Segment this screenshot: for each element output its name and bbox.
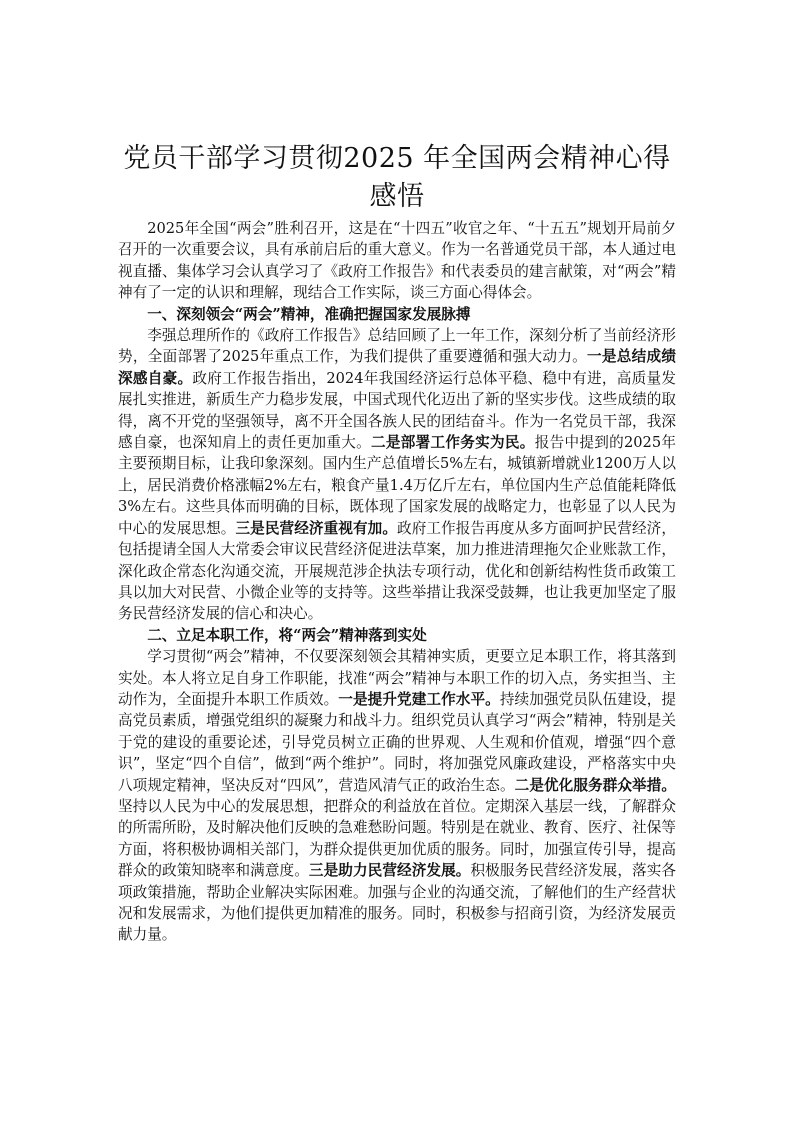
section-1-point-2: 二是部署工作务实为民。 [370,434,535,452]
section-1-point-1: 一是总结成绩深感自豪。 [118,348,676,387]
section-2-heading: 二、立足本职工作，将“两会”精神落到实处 [147,626,427,644]
section-1-heading: 一、深刻领会“两会”精神，准确把握国家发展脉搏 [147,305,471,323]
section-2-text-4: 积极服务民营经济发展，落实各项政策措施，帮助企业解决实际困难。加强与企业的沟通交流，了解他们的生产经营状况和发展需求，为他们提供更加精准的服务。同时，积极参与招商引资，为经济发展贡献力量。 [118,862,676,944]
section-2-text-1: 学习贯彻“两会”精神，不仅要深刻领会其精神实质，更要立足本职工作，将其落到实处。本人将立足自身工作职能，找准“两会”精神与本职工作的切入点，务实担当、主动作为，全面提升本职工作质效。 [118,648,676,708]
section-1-text-1: 李强总理所作的《政府工作报告》总结回顾了上一年工作，深刻分析了当前经济形势，全面部署了2025年重点工作，为我们提供了重要遵循和强大动力。 [118,327,676,366]
section-1-text-2: 政府工作报告指出，2024年我国经济运行总体平稳、稳中有进，高质量发展扎实推进，新质生产力稳步发展，中国式现代化迈出了新的坚实步伐。这些成绩的取得，离不开党的坚强领导，离不开全国各族人民的团结奋斗。作为一名党员干部，我深感自豪，也深知肩上的责任更加重大。 [118,369,676,452]
section-2-paragraph [118,646,676,946]
title-line-1: 党员干部学习贯彻2025 年全国两会精神心得 [123,143,671,174]
section-1-text-3: 报告中提到的2025年主要预期目标，让我印象深刻。国内生产总值增长5%左右，城镇新增就业1200万人以上，居民消费价格涨幅2%左右，粮食产量1.4万亿斤左右，单位国内生产总值能耗降低3%左右。这些具体而明确的目标，既体现了国家发展的战略定力，也彰显了以人民为中心的发展思想。 [118,434,676,537]
section-1-paragraph [118,325,676,625]
section-2-point-1: 一是提升党建工作水平。 [338,690,500,708]
section-2-point-2: 二是优化服务群众举措。 [514,776,676,794]
title-line-2: 感悟 [369,181,425,212]
section-2-text-2: 持续加强党员队伍建设，提高党员素质，增强党组织的凝聚力和战斗力。组织党员认真学习“两会”精神，特别是关于党的建设的重要论述，引导党员树立正确的世界观、人生观和价值观，增强“四个意识”，坚定“四个自信”，做到“两个维护”。同时，将加强党风廉政建设，严格落实中央八项规定精神，坚决反对“四风”，营造风清气正的政治生态。 [118,690,676,794]
document-page [118,140,676,946]
intro-paragraph: 2025年全国“两会”胜利召开，这是在“十四五”收官之年、“十五五”规划开局前夕召开的一次重要会议，具有承前启后的重大意义。作为一名普通党员干部，本人通过电视直播、集体学习会认真学习了《政府工作报告》和代表委员的建言献策，对“两会”精神有了一定的认识和理解，现结合工作实际，谈三方面心得体会。 [118,220,676,302]
section-1-point-3: 三是民营经济重视有加。 [235,519,398,537]
section-2-point-3: 三是助力民营经济发展。 [308,862,471,880]
section-1-text-4: 政府工作报告再度从多方面呵护民营经济，包括提请全国人大常委会审议民营经济促进法草案，加力推进清理拖欠企业账款工作，深化政企常态化沟通交流，开展规范涉企执法专项行动，优化和创新结构性货币政策工具以加大对民营、小微企业等的支持等。这些举措让我深受鼓舞，也让我更加坚定了服务民营经济发展的信心和决心。 [118,519,676,623]
document-title [118,140,676,216]
section-2-text-3: 坚持以人民为中心的发展思想，把群众的利益放在首位。定期深入基层一线，了解群众的所需所盼，及时解决他们反映的急难愁盼问题。特别是在就业、教育、医疗、社保等方面，将积极协调相关部门，为群众提供更加优质的服务。同时，加强宣传引导，提高群众的政策知晓率和满意度。 [118,797,676,880]
